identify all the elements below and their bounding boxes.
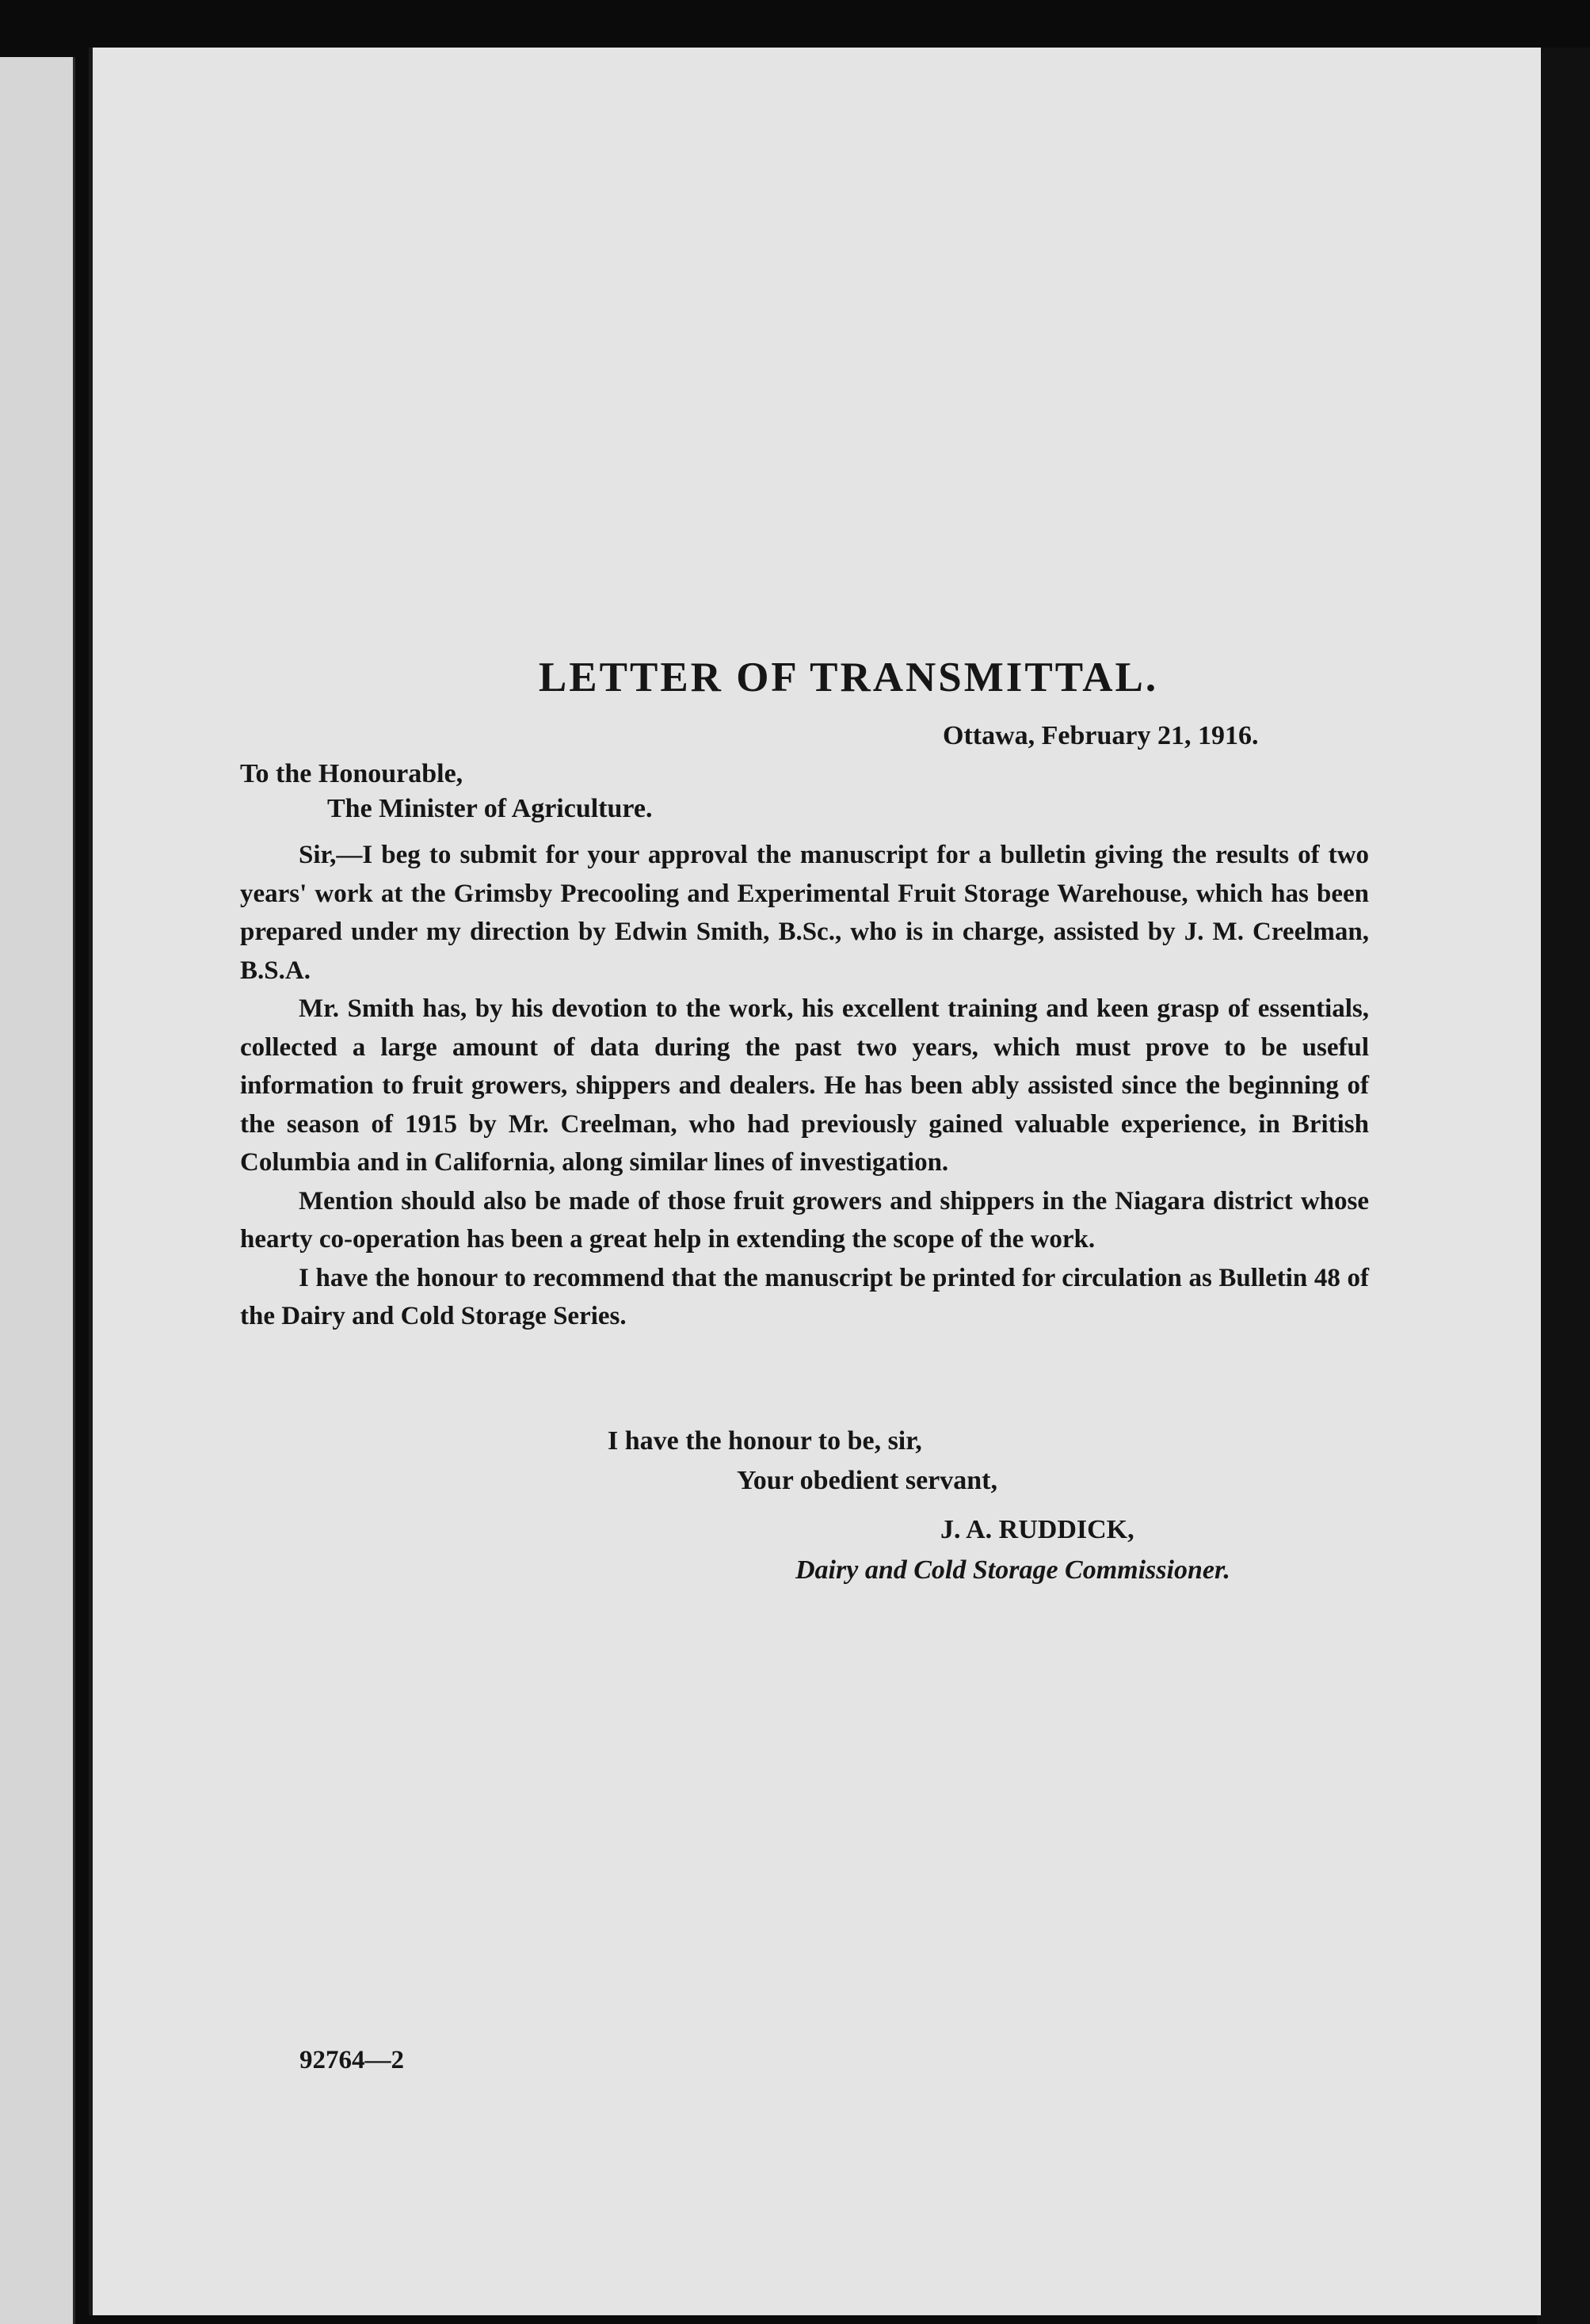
letter-title: LETTER OF TRANSMITTAL.: [538, 654, 1159, 700]
closing-line-1: I have the honour to be, sir,: [608, 1426, 922, 1456]
paragraph-1: Sir,—I beg to submit for your approval the manuscript for a bulletin giving the results of two years' work at the Grimsby Precooling and Experimental Fruit Storage Warehouse, which has been prepared under my direction by Edwin Smith, B.Sc., who is in charge, assisted by J. M. Creelman, B.S.A.: [240, 841, 1369, 985]
scan-background: [1537, 48, 1590, 2324]
print-code: 92764—2: [299, 2046, 404, 2074]
salutation-line-1: To the Honourable,: [240, 759, 463, 788]
signature-name: J. A. RUDDICK,: [940, 1515, 1134, 1544]
salutation-line-2: The Minister of Agriculture.: [327, 794, 653, 823]
letter-body: [240, 836, 1369, 1336]
signature-title: Dairy and Cold Storage Commissioner.: [795, 1555, 1230, 1585]
paragraph-4: I have the honour to recommend that the manuscript be printed for circulation as Bulletin 48 of the Dairy and Cold Storage Series.: [240, 1263, 1369, 1330]
paragraph-2: Mr. Smith has, by his devotion to the work, his excellent training and keen grasp of essentials, collected a large amount of data during the past two years, which must prove to be useful information to fruit growers, shippers and dealers. He has been ably assisted since the beginning of the season of 1915 by Mr. Creelman, who had previously gained valuable experience, in British Columbia and in California, along similar lines of investigation.: [240, 994, 1369, 1177]
closing-line-2: Your obedient servant,: [737, 1466, 997, 1495]
document-page: [89, 48, 1541, 2315]
paragraph-3: Mention should also be made of those fruit growers and shippers in the Niagara district whose hearty co-operation has been a great help in extending the scope of the work.: [240, 1186, 1369, 1254]
adjacent-page-edge: [0, 57, 75, 2324]
dateline: Ottawa, February 21, 1916.: [943, 721, 1259, 750]
